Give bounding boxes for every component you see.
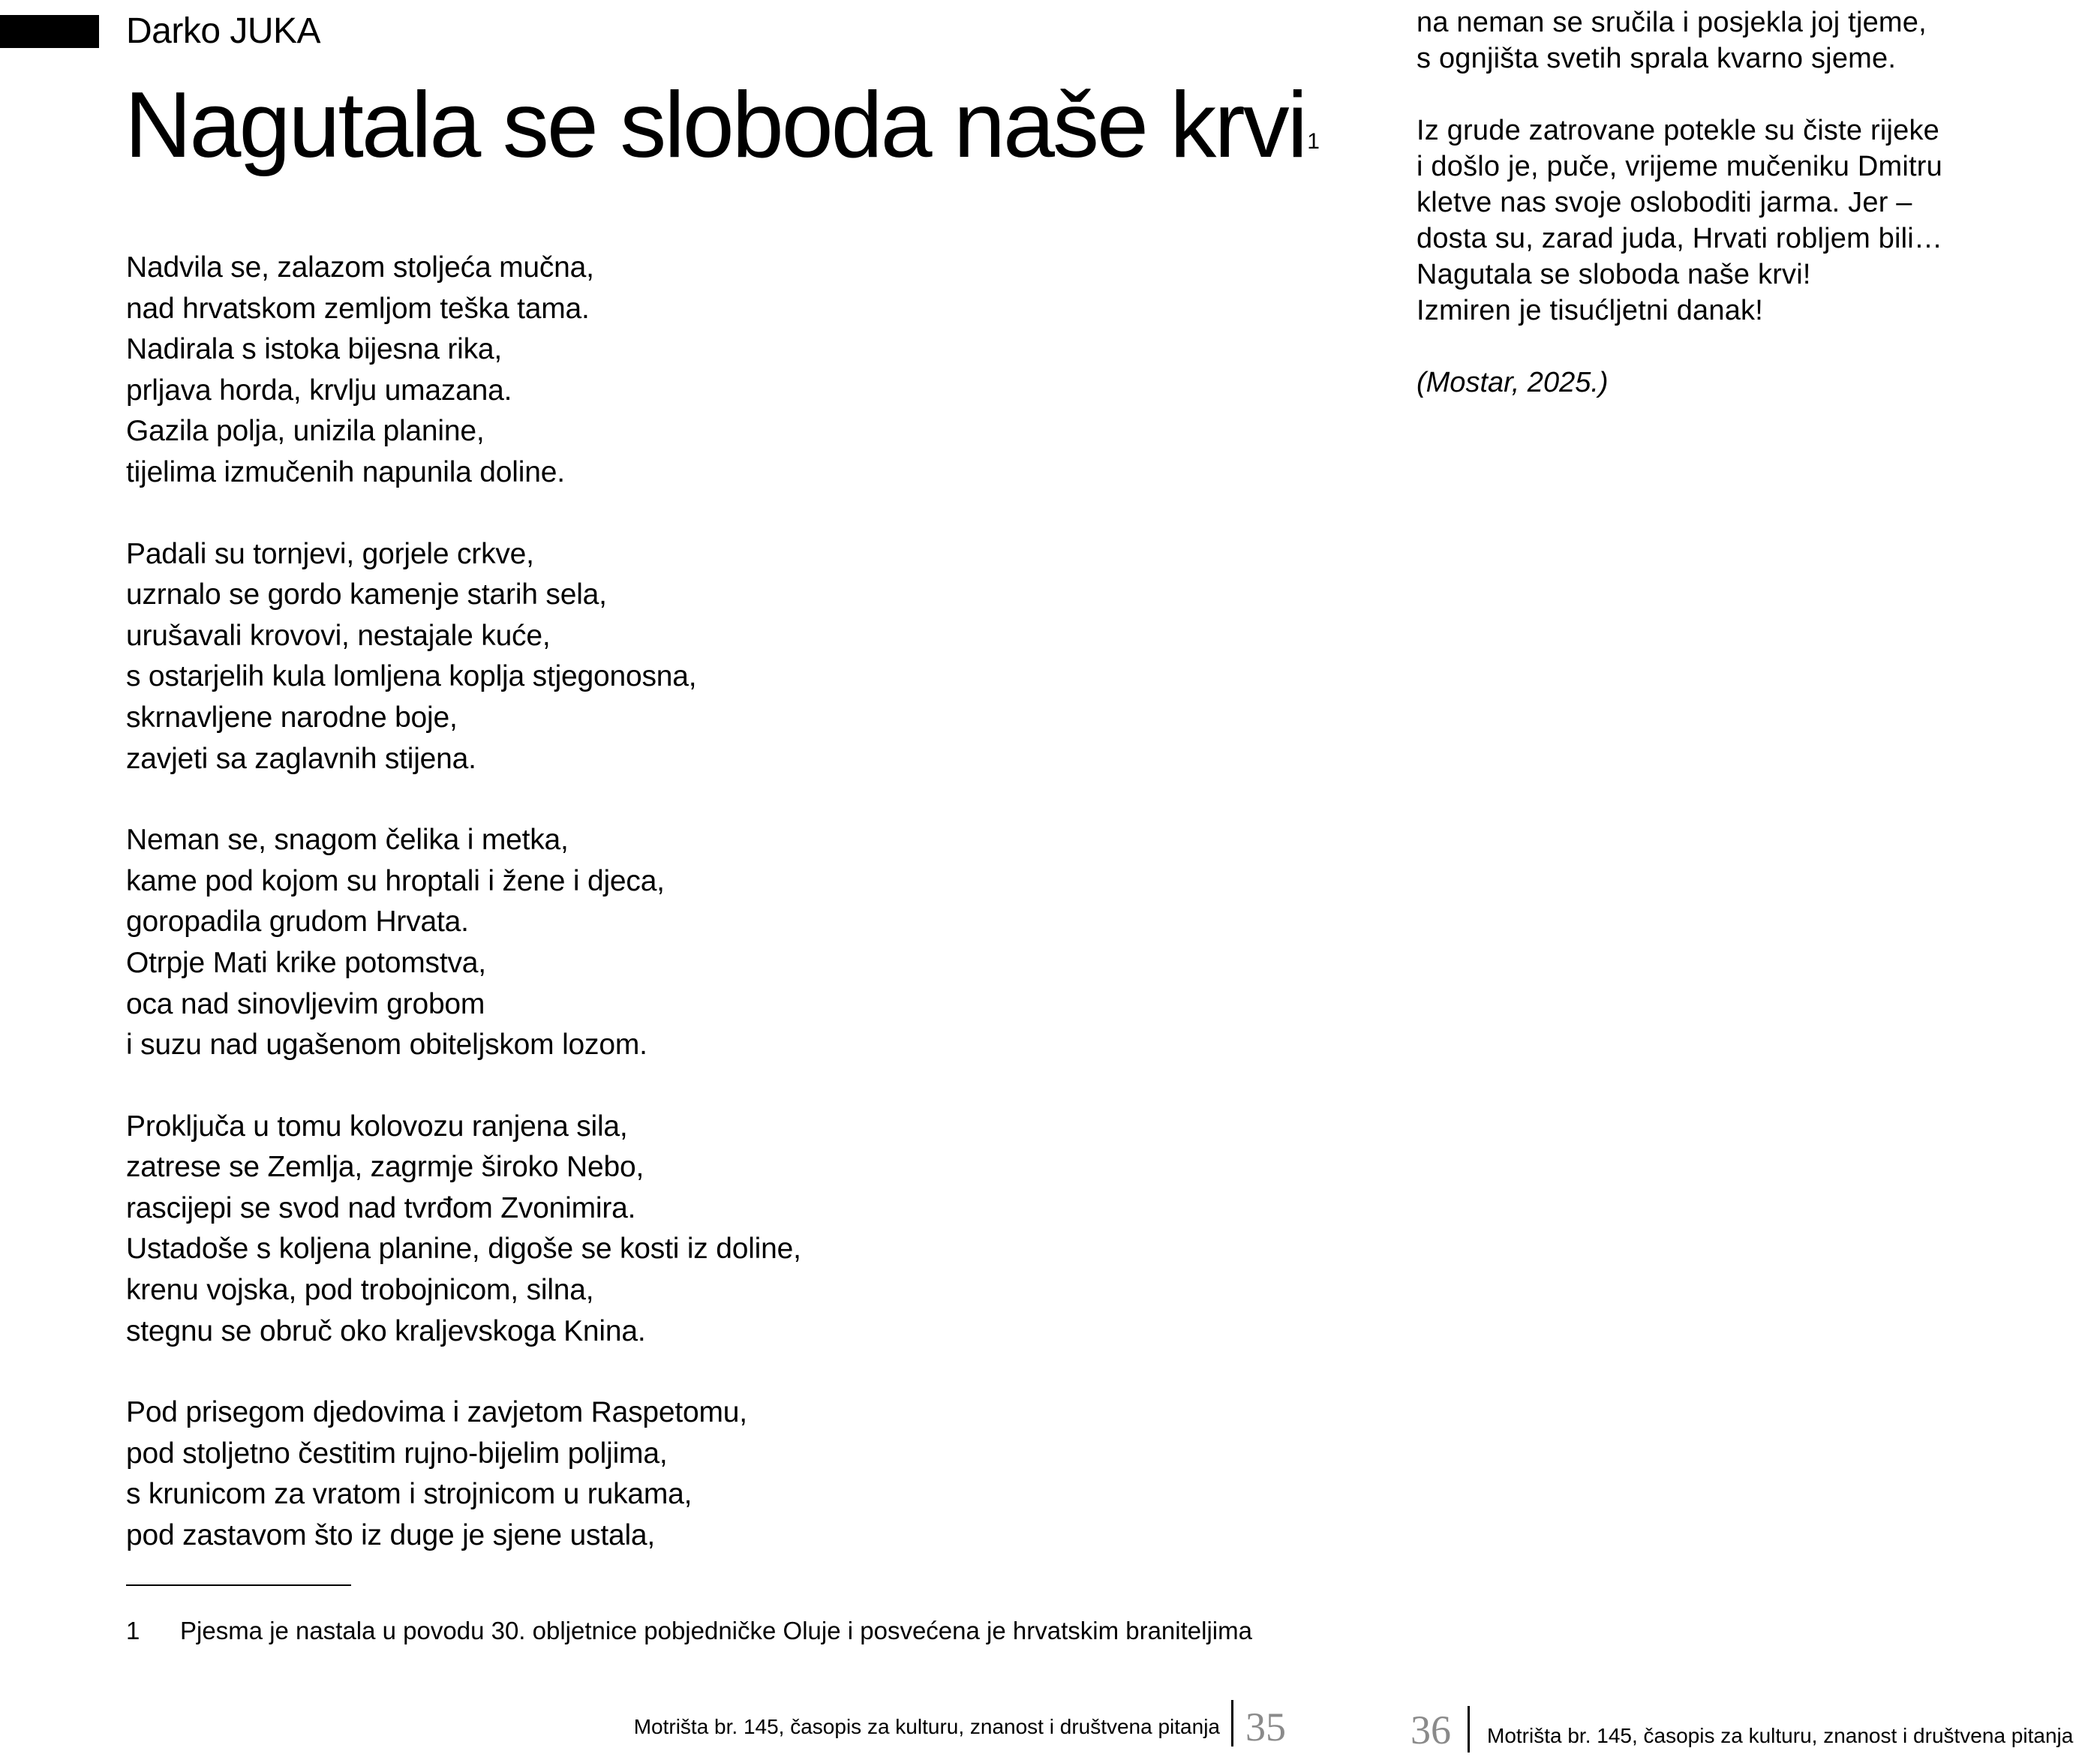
title-footnote-ref: 1 <box>1307 129 1320 154</box>
footnote <box>126 1614 1252 1647</box>
footnote-number: 1 <box>126 1617 140 1644</box>
page-number: 36 <box>1411 1707 1451 1752</box>
poem-line: krenu vojska, pod trobojnicom, silna, <box>126 1274 594 1307</box>
footer-divider <box>1231 1700 1233 1746</box>
poem-line: na neman se sručila i posjekla joj tjeme, <box>1417 7 1927 38</box>
poem-title-text: Nagutala se sloboda naše krvi <box>125 74 1306 177</box>
footer-journal-text: Motrišta br. 145, časopis za kulturu, znanost i društvena pitanja <box>633 1715 1220 1738</box>
poem-line: Gazila polja, unizila planine, <box>126 415 485 448</box>
author-name: Darko JUKA <box>126 11 321 51</box>
place-date: (Mostar, 2025.) <box>1417 367 1609 398</box>
stanza-6 <box>1417 5 2077 77</box>
poem-line: kame pod kojom su hroptali i žene i djeca, <box>126 864 665 897</box>
header-black-bar <box>0 15 99 48</box>
poem-line: Nadirala s istoka bijesna rika, <box>126 333 503 366</box>
poem-line: oca nad sinovljevim grobom <box>126 987 485 1020</box>
poem-left-column <box>126 248 1251 1597</box>
stanza-3 <box>126 820 1251 1066</box>
poem-line: Otrpje Mati krike potomstva, <box>126 946 486 979</box>
poem-line: nad hrvatskom zemljom teška tama. <box>126 292 590 325</box>
poem-line: Nadvila se, zalazom stoljeća mučna, <box>126 251 594 284</box>
poem-line: Neman se, snagom čelika i metka, <box>126 824 569 857</box>
footer-left <box>630 1700 1380 1752</box>
poem-line: i došlo je, puče, vrijeme mučeniku Dmitru <box>1417 151 1942 182</box>
footnote-divider <box>126 1584 351 1586</box>
stanza-2 <box>126 534 1251 780</box>
footer-journal-text: Motrišta br. 145, časopis za kulturu, znanost i društvena pitanja <box>1487 1724 2074 1747</box>
poem-line: rascijepi se svod nad tvrđom Zvonimira. <box>126 1191 636 1224</box>
poem-line: pod stoljetno čestitim rujno-bijelim poljima, <box>126 1437 668 1470</box>
poem-line: i suzu nad ugašenom obiteljskom lozom. <box>126 1029 647 1062</box>
poem-line: Izmiren je tisućljetni danak! <box>1417 295 1764 326</box>
footer-right <box>1411 1700 2086 1760</box>
poem-line: Pod prisegom djedovima i zavjetom Raspetomu, <box>126 1396 747 1429</box>
poem-line: zatrese se Zemlja, zagrmje široko Nebo, <box>126 1151 644 1184</box>
poem-line: zavjeti sa zaglavnih stijena. <box>126 742 476 775</box>
poem-line: s ognjišta svetih sprala kvarno sjeme. <box>1417 43 1897 74</box>
poem-line: Nagutala se sloboda naše krvi! <box>1417 259 1811 290</box>
poem-line: stegnu se obruč oko kraljevskoga Knina. <box>126 1314 646 1347</box>
stanza-4 <box>126 1107 1251 1353</box>
poem-line: s ostarjelih kula lomljena koplja stjegonosna, <box>126 660 697 693</box>
poem-line: Iz grude zatrovane potekle su čiste rijeke <box>1417 115 1939 146</box>
poem-line: Padali su tornjevi, gorjele crkve, <box>126 537 534 570</box>
footnote-text: Pjesma je nastala u povodu 30. obljetnice pobjedničke Oluje i posvećena je hrvatskim braniteljima <box>180 1617 1252 1644</box>
stanza-7 <box>1417 113 2077 329</box>
poem-line: goropadila grudom Hrvata. <box>126 906 469 939</box>
poem-line: uzrnalo se gordo kamenje starih sela, <box>126 578 607 611</box>
poem-title <box>125 69 1318 182</box>
poem-line: dosta su, zarad juda, Hrvati robljem bili… <box>1417 223 1943 254</box>
poem-line: urušavali krovovi, nestajale kuće, <box>126 619 551 652</box>
poem-line: Ustadoše s koljena planine, digoše se kosti iz doline, <box>126 1233 801 1266</box>
stanza-5 <box>126 1392 1251 1556</box>
footer-divider <box>1468 1706 1470 1752</box>
poem-line: skrnavljene narodne boje, <box>126 701 458 734</box>
poem-line: kletve nas svoje osloboditi jarma. Jer – <box>1417 187 1912 218</box>
poem-line: Proključa u tomu kolovozu ranjena sila, <box>126 1110 628 1143</box>
page-number: 35 <box>1245 1704 1286 1749</box>
poem-line: s krunicom za vratom i strojnicom u rukama, <box>126 1478 692 1511</box>
stanza-1 <box>126 248 1251 494</box>
poem-line: prljava horda, krvlju umazana. <box>126 374 512 407</box>
poem-line: tijelima izmučenih napunila doline. <box>126 455 565 488</box>
poem-line: pod zastavom što iz duge je sjene ustala, <box>126 1519 656 1552</box>
poem-right-column <box>1417 5 2077 401</box>
